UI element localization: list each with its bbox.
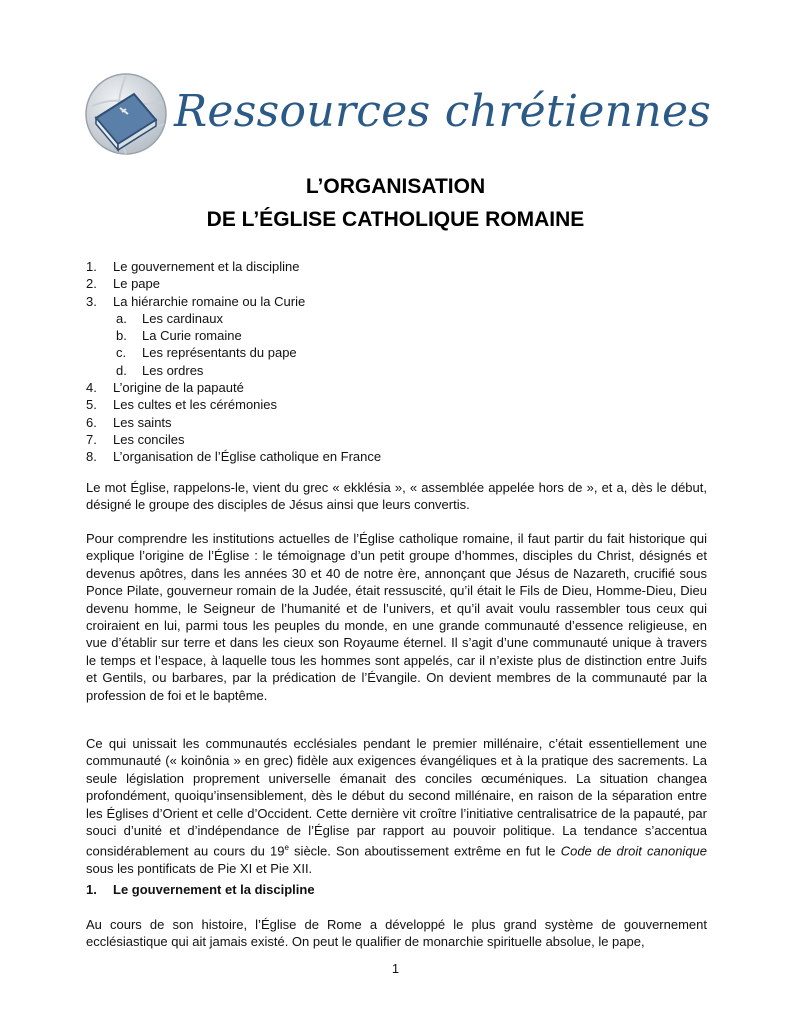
toc-item: 6. Les saints — [86, 414, 172, 430]
toc-item: 4. L’origine de la papauté — [86, 380, 244, 396]
section-heading: 1. Le gouvernement et la discipline — [86, 882, 315, 897]
page-number: 1 — [391, 961, 400, 976]
toc-item: 8. L’organisation de l’Église catholique en France — [86, 449, 382, 465]
brand-name: Ressources chrétiennes — [174, 86, 712, 137]
toc-subitem: b. La Curie romaine — [116, 328, 242, 344]
document-title-line1: L’ORGANISATION — [305, 175, 486, 198]
toc-item: 7. Les conciles — [86, 431, 185, 447]
toc-item: 3. La hiérarchie romaine ou la Curie — [86, 293, 306, 309]
toc-item: 1. Le gouvernement et la discipline — [86, 259, 300, 274]
header-logo — [82, 72, 712, 162]
toc-subitem: c. Les représentants du pape — [116, 345, 297, 361]
paragraph-first-millennium: Ce qui unissait les communautés ecclésiales pendant le premier millénaire, c’était essentiellement une communauté (« koinônia » en grec) fidèle aux exigences évangéliques et à la pratique des sacrements. La seule législation proprement universelle émanait des conciles œcuméniques. La situation changea profondément, quoiqu’insensiblement, dès le début du second millénaire, en raison de la séparation entre les Églises d’Orient et celle d’Occident. Cette dernière vit croître l’initiative centralisatrice de la papauté, par souci d’unité et d’indépendance de l’Église par rapport au pouvoir politique. La tendance s’accentua considérablement au cours du 19e siècle. Son aboutissement extrême en fut le Code de droit canonique sous les pontificats de Pie XI et Pie XII. — [86, 736, 708, 877]
toc-item: 5. Les cultes et les cérémonies — [86, 397, 278, 413]
paragraph-government: Au cours de son histoire, l’Église de Rome a développé le plus grand système de gouvernement ecclésiastique qui ait jamais existé. On peut le qualifier de monarchie spirituelle absolue, le pape, — [86, 917, 707, 950]
table-of-contents — [86, 258, 381, 466]
document-title-line2: DE L’ÉGLISE CATHOLIQUE ROMAINE — [206, 208, 585, 231]
toc-subitem: a. Les cardinaux — [116, 310, 223, 326]
paragraph-intro: Le mot Église, rappelons-le, vient du grec « ekklésia », « assemblée appelée hors de », et a, dès le début, désigné le groupe des disciples de Jésus ainsi que leurs convertis. — [86, 480, 707, 513]
paragraph-origin: Pour comprendre les institutions actuelles de l’Église catholique romaine, il faut partir du fait historique qui explique l’origine de l’Église : le témoignage d’un petit groupe d’hommes, disciples du Christ, désignés et devenus apôtres, dans les années 30 et 40 de notre ère, annonçant que Jésus de Nazareth, crucifié sous Ponce Pilate, gouverneur romain de la Judée, était ressuscité, qu’il était le Fils de Dieu, Homme-Dieu, Dieu devenu homme, le Seigneur de l’humanité et de l’univers, et qu’il avait voulu rassembler tous ceux qui croiraient en lui, parmi tous les peuples du monde, en une grande communauté d’essence religieuse, en vue d’établir sur terre et dans les cieux son Royaume éternel. Il s’agit d’une communauté unique à travers le temps et l’espace, à laquelle tous les hommes sont appelés, car il n’existe plus de distinction entre Juifs et Gentils, ou barbares, par la prédication de l’Évangile. On devient membres de la communauté par la profession de foi et le baptême. — [86, 531, 707, 703]
globe-bible-icon — [82, 72, 170, 160]
toc-subitem: d. Les ordres — [116, 362, 204, 378]
toc-item: 2. Le pape — [86, 276, 160, 292]
